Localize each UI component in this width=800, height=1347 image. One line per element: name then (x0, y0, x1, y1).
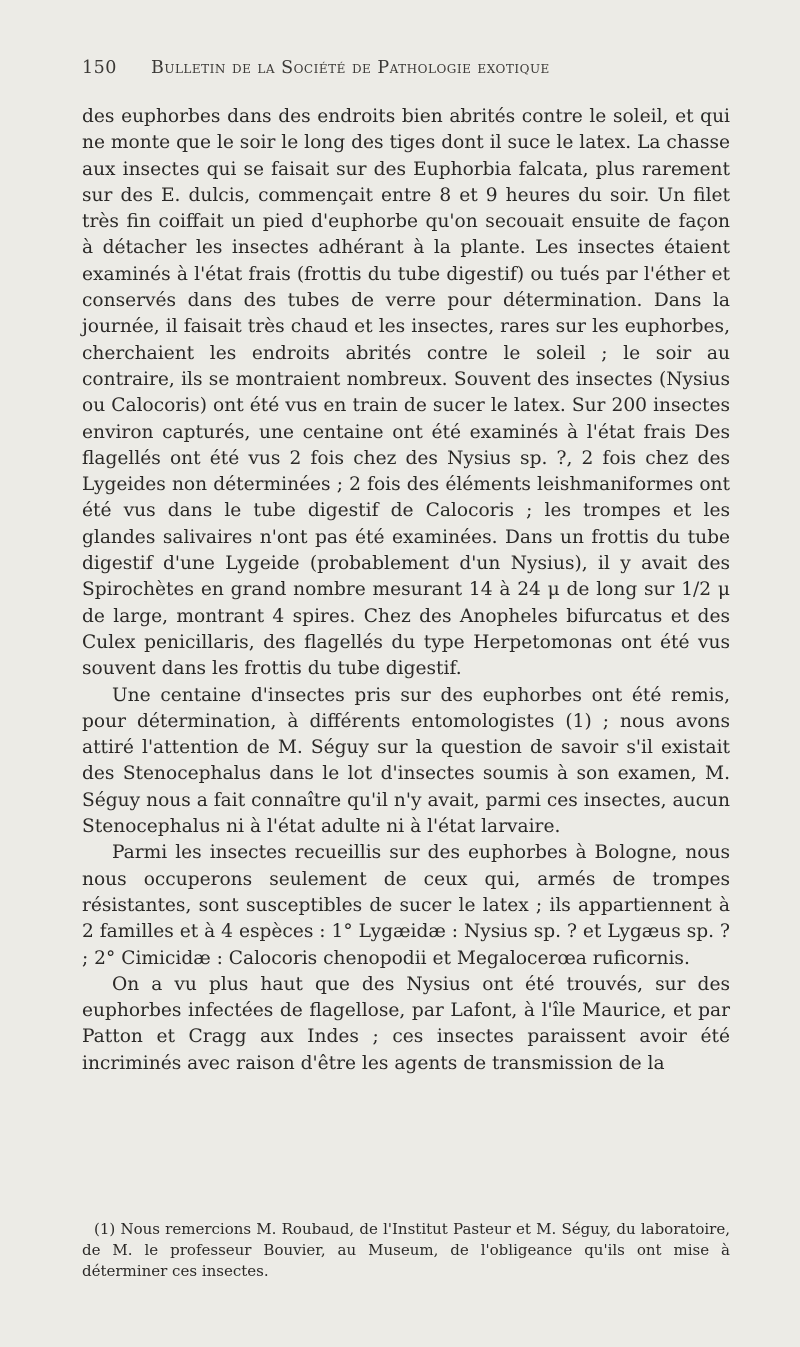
paragraph-3: Parmi les insectes recueillis sur des euphorbes à Bologne, nous nous occuperons seulement de ceux qui, armés de trompes résistantes, sont susceptibles de sucer le latex ; ils appartiennent à 2 familles et à 4 espèces : 1° Lygæidæ : Nysius sp. ? et Lygæus sp. ? ; 2° Cimicidæ : Calocoris chenopodii et Megalocerœa ruficornis. (82, 842, 730, 969)
footnote (82, 1219, 730, 1282)
page-number: 150 (82, 58, 117, 78)
running-header (82, 58, 734, 78)
paragraph-1: des euphorbes dans des endroits bien abrités contre le soleil, et qui ne monte que le soir le long des tiges dont il suce le latex. La chasse aux insectes qui se faisait sur des Euphorbia falcata, plus rarement sur des E. dulcis, commençait entre 8 et 9 heures du soir. Un filet très fin coiffait un pied d'euphorbe qu'on secouait ensuite de façon à détacher les insectes adhérant à la plante. Les insectes étaient examinés à l'état frais (frottis du tube digestif) ou tués par l'éther et conservés dans des tubes de verre pour détermination. Dans la journée, il faisait très chaud et les insectes, rares sur les euphorbes, cherchaient les endroits abrités contre le soleil ; le soir au contraire, ils se montraient nombreux. Souvent des insectes (Nysius ou Calocoris) ont été vus en train de sucer le latex. Sur 200 insectes environ capturés, une centaine ont été examinés à l'état frais Des flagellés ont été vus 2 fois chez des Nysius sp. ?, 2 fois chez des Lygeides non déterminées ; 2 fois des éléments leishmaniformes ont été vus dans le tube digestif de Calocoris ; les trompes et les glandes salivaires n'ont pas été examinées. Dans un frottis du tube digestif d'une Lygeide (probablement d'un Nysius), il y avait des Spirochètes en grand nombre mesurant 14 à 24 μ de long sur 1/2 μ de large, montrant 4 spires. Chez des Anopheles bifurcatus et des Culex penicillaris, des flagellés du type Herpetomonas ont été vus souvent dans les frottis du tube digestif. (82, 106, 730, 680)
paragraph-2: Une centaine d'insectes pris sur des euphorbes ont été remis, pour détermination, à différents entomologistes (1) ; nous avons attiré l'attention de M. Séguy sur la question de savoir s'il existait des Stenocephalus dans le lot d'insectes soumis à son examen, M. Séguy nous a fait connaître qu'il n'y avait, parmi ces insectes, aucun Stenocephalus ni à l'état adulte ni à l'état larvaire. (82, 684, 730, 838)
running-title: Bulletin de la Société de Pathologie exotique (150, 58, 550, 78)
footnote-text: (1) Nous remercions M. Roubaud, de l'Institut Pasteur et M. Séguy, du laboratoire, de M. le professeur Bouvier, au Museum, de l'obligeance qu'ils ont mise à déterminer ces insectes. (82, 1220, 730, 1280)
paragraph-4: On a vu plus haut que des Nysius ont été trouvés, sur des euphorbes infectées de flagellose, par Lafont, à l'île Maurice, et par Patton et Cragg aux Indes ; ces insectes paraissent avoir été incriminés avec raison d'être les agents de transmission de la (82, 973, 730, 1074)
body-text (82, 104, 730, 1077)
